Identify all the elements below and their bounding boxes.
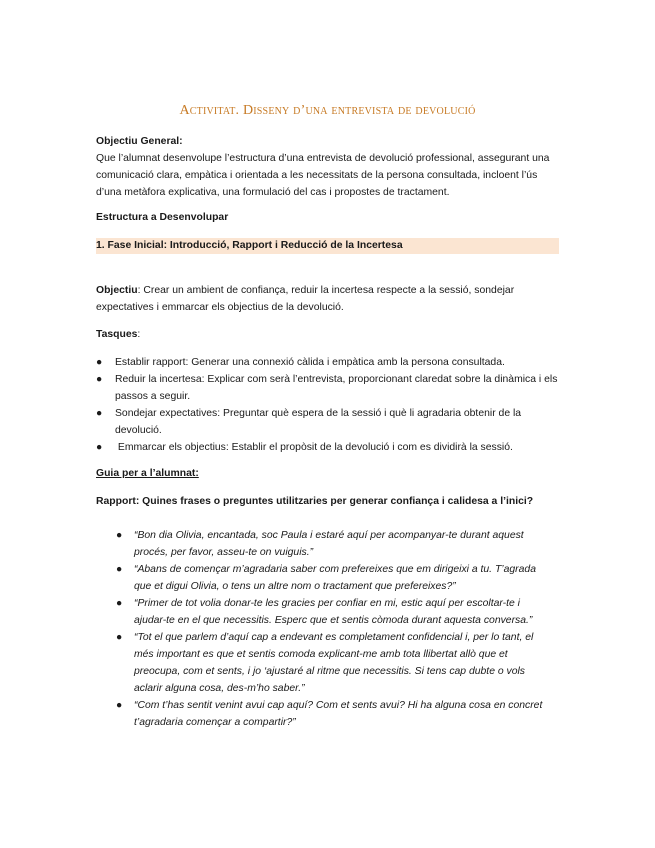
- list-item: [116, 629, 554, 697]
- quote-text: “Tot el que parlem d’aquí cap a endevant es completament confidencial i, per lo tant, el més important es que et sentis comoda explicant-me amb tota llibertat allò que et preocupa, com et sents, i jo ‘ajustaré al ritme que necessitis. Si tens cap dubte o vols aclarir alguna cosa, des-m’ho saber.”: [134, 632, 534, 694]
- bullet-icon: ●: [116, 564, 123, 575]
- phase-title: 1. Fase Inicial: Introducció, Rapport i Reducció de la Incertesa: [96, 238, 559, 254]
- list-item: [116, 595, 554, 629]
- bullet-icon: ●: [116, 632, 123, 643]
- phase-objective: [96, 282, 559, 316]
- guide-question: Rapport: Quines frases o preguntes utilitzaries per generar confiança i calidesa a l’inici?: [96, 496, 534, 507]
- task-text: Emmarcar els objectius: Establir el propòsit de la devolució i com es dividirà la sessió.: [115, 442, 513, 453]
- phase-objective-label: Objectiu: [96, 285, 138, 296]
- tasks-colon: :: [137, 329, 141, 340]
- task-text: Reduir la incertesa: Explicar com serà l’entrevista, proporcionant claredat sobre la dinàmica i els passos a seguir.: [115, 374, 558, 402]
- list-item: [96, 439, 559, 456]
- quote-text: “Abans de començar m’agradaria saber com prefereixes que em dirigeixi a tu. T’agrada que et digui Olivia, o tens un altre nom o tractament que prefereixes?”: [134, 564, 536, 592]
- bullet-icon: ●: [96, 442, 103, 453]
- quotes-list: [116, 527, 554, 731]
- tasks-heading: [96, 326, 559, 343]
- task-text: Sondejar expectatives: Preguntar què espera de la sessió i què li agradaria obtenir de la devolució.: [115, 408, 522, 436]
- list-item: [116, 697, 554, 731]
- list-item: [116, 561, 554, 595]
- bullet-icon: ●: [96, 408, 103, 419]
- bullet-icon: ●: [116, 530, 123, 541]
- bullet-icon: ●: [96, 374, 103, 385]
- general-objective-text: Que l’alumnat desenvolupe l’estructura d’una entrevista de devolució professional, assegurant una comunicació clara, empàtica i orientada a les necessitats de la persona consultada, incloent l’ús d’una metàfora explicativa, una formulació del cas i propostes de tractament.: [96, 153, 550, 198]
- quote-text: “Bon dia Olivia, encantada, soc Paula i estaré aquí per acompanyar-te durant aquest procés, per favor, asseu-te on vuiguis.”: [134, 530, 524, 558]
- tasks-list: [96, 354, 559, 456]
- bullet-icon: ●: [96, 357, 103, 368]
- phase-objective-text: : Crear un ambient de confiança, reduir la incertesa respecte a la sessió, sondejar expectatives i emmarcar els objectius de la devolució.: [96, 285, 515, 313]
- general-objective: [96, 133, 559, 201]
- bullet-icon: ●: [116, 700, 123, 711]
- task-text: Establir rapport: Generar una connexió càlida i empàtica amb la persona consultada.: [115, 357, 505, 368]
- structure-heading: Estructura a Desenvolupar: [96, 212, 229, 223]
- list-item: [116, 527, 554, 561]
- tasks-label: Tasques: [96, 329, 138, 340]
- list-item: [96, 354, 559, 371]
- bullet-icon: ●: [116, 598, 123, 609]
- document-title: Activitat. Disseny d’una entrevista de devolució: [179, 103, 476, 118]
- list-item: [96, 371, 559, 405]
- quote-text: “Com t’has sentit venint avui cap aquí? Com et sents avui? Hi ha alguna cosa en concret t’agradaria començar a compartir?”: [134, 700, 543, 728]
- general-objective-heading: Objectiu General:: [96, 136, 183, 147]
- guide-heading: Guia per a l’alumnat:: [96, 468, 199, 479]
- list-item: [96, 405, 559, 439]
- quote-text: “Primer de tot volia donar-te les gracies per confiar en mi, estic aquí per escoltar-te i ajudar-te en el que necessitis. Esperc que et sentis còmoda durant aquesta conversa.”: [134, 598, 533, 626]
